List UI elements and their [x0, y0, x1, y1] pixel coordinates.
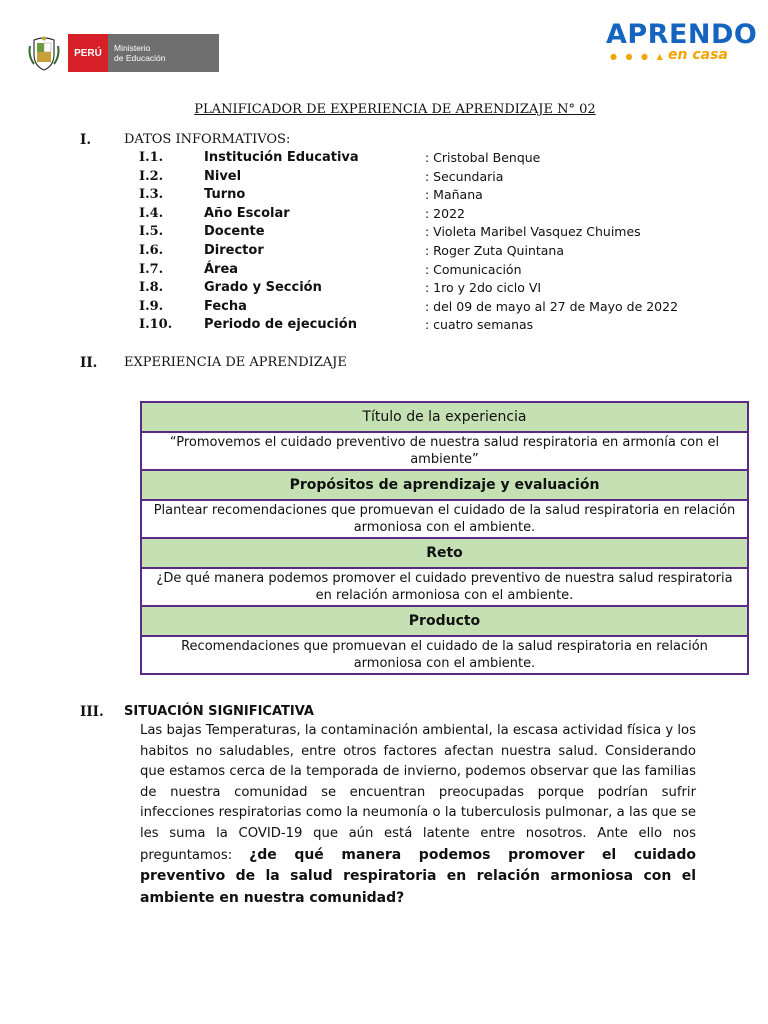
section-1-title: DATOS INFORMATIVOS: — [124, 132, 291, 147]
info-value: : Cristobal Benque — [425, 150, 541, 165]
info-number: I.5. — [139, 224, 164, 240]
table-content-cell: ¿De qué manera podemos promover el cuidado preventivo de nuestra salud respiratoria en relación armoniosa con el ambiente. — [141, 568, 748, 606]
info-row — [0, 280, 768, 298]
info-number: I.10. — [139, 317, 173, 333]
info-key: Docente — [204, 224, 265, 240]
table-header-cell: Producto — [141, 606, 748, 636]
info-value: : Violeta Maribel Vasquez Chuimes — [425, 224, 641, 240]
table-header-cell: Título de la experiencia — [141, 402, 748, 432]
info-value: : 1ro y 2do ciclo VI — [425, 280, 542, 296]
info-value: : Secundaria — [425, 168, 504, 184]
info-value: : 2022 — [425, 205, 465, 221]
table-content-cell: Recomendaciones que promuevan el cuidado de la salud respiratoria en relación armoniosa con el ambiente. — [141, 636, 748, 674]
info-key: Nivel — [204, 168, 242, 184]
info-row — [0, 317, 768, 335]
experience-table — [140, 401, 749, 675]
info-row — [0, 299, 768, 317]
info-key: Periodo de ejecución — [204, 317, 357, 333]
info-value: : Roger Zuta Quintana — [425, 243, 565, 258]
info-number: I.7. — [139, 261, 164, 277]
ministerio-educacion-logo — [68, 34, 219, 72]
peru-label: PERÚ — [68, 34, 108, 72]
section-2-number: II. — [80, 355, 98, 371]
en-casa-logo-text: en casa — [668, 47, 728, 63]
info-number: I.6. — [139, 243, 164, 258]
info-value: : Mañana — [425, 187, 483, 203]
info-row — [0, 187, 768, 205]
section-3-title: SITUACIÓN SIGNIFICATIVA — [124, 704, 314, 719]
info-number: I.2. — [139, 168, 164, 184]
info-number: I.4. — [139, 205, 164, 221]
info-row — [0, 262, 768, 280]
info-number: I.9. — [139, 298, 164, 314]
info-key: Director — [204, 243, 264, 258]
section-1-number: I. — [80, 132, 92, 148]
info-row — [0, 206, 768, 224]
aprendo-logo-text: APRENDO — [606, 19, 758, 50]
info-key: Institución Educativa — [204, 150, 359, 165]
logo-dots-icon: ● ● ● ▲ — [610, 52, 666, 61]
info-value: : cuatro semanas — [425, 317, 534, 333]
document-title: PLANIFICADOR DE EXPERIENCIA DE APRENDIZAJE N° 02 — [194, 102, 596, 117]
info-number: I.3. — [139, 187, 164, 203]
table-content-cell: “Promovemos el cuidado preventivo de nuestra salud respiratoria en armonía con el ambiente” — [141, 432, 748, 470]
peru-coat-of-arms-icon — [28, 36, 60, 72]
info-key: Año Escolar — [204, 205, 290, 221]
info-number: I.8. — [139, 280, 164, 296]
info-row — [0, 224, 768, 242]
info-key: Grado y Sección — [204, 280, 322, 296]
table-header-cell: Propósitos de aprendizaje y evaluación — [141, 470, 748, 500]
info-number: I.1. — [139, 150, 164, 165]
info-row — [0, 169, 768, 187]
info-key: Turno — [204, 187, 246, 203]
situation-question: ¿de qué manera podemos promover el cuidado preventivo de la salud respiratoria en relación armoniosa con el ambiente en nuestra comunidad? — [140, 846, 696, 906]
info-value: : del 09 de mayo al 27 de Mayo de 2022 — [425, 298, 679, 314]
info-key: Área — [204, 261, 239, 277]
table-header-cell: Reto — [141, 538, 748, 568]
table-content-cell: Plantear recomendaciones que promuevan el cuidado de la salud respiratoria en relación armoniosa con el ambiente. — [141, 500, 748, 538]
aprendo-en-casa-logo — [606, 19, 758, 64]
info-value: : Comunicación — [425, 261, 522, 277]
info-row — [0, 243, 768, 261]
info-row — [0, 150, 768, 168]
ministry-label: Ministerio de Educación — [108, 34, 219, 72]
info-key: Fecha — [204, 298, 247, 314]
section-3-number: III. — [80, 704, 104, 720]
section-2-title: EXPERIENCIA DE APRENDIZAJE — [124, 355, 347, 370]
situation-text: Las bajas Temperaturas, la contaminación ambiental, la escasa actividad física y los habitos no saludables, entre otros factores afectan nuestra salud. Considerando que estamos cerca de la temporada de invierno, podemos observar que las familias de nuestra comunidad se encuentran preocupadas porque podrían sufrir infecciones respiratorias como la neumonía o la tuberculosis pulmonar, a las que se les suma la COVID-19 que aún está latente entre nosotros. Ante ello nos preguntamos: — [140, 723, 696, 863]
situacion-significativa-paragraph — [140, 721, 696, 909]
